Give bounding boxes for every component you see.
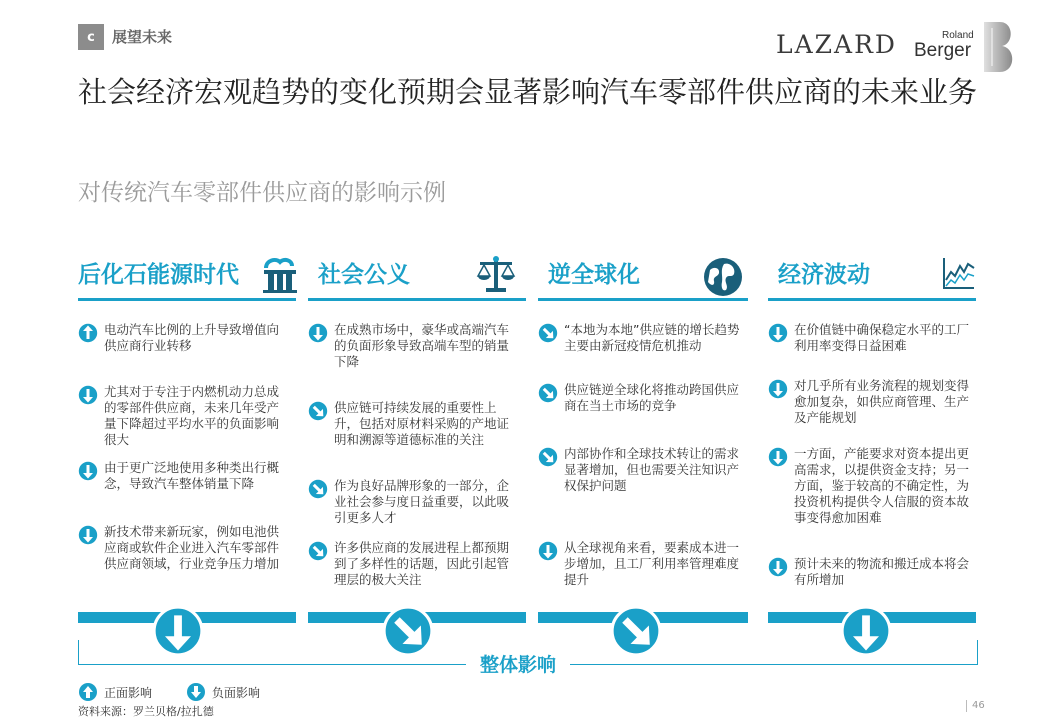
neutral-arrow-icon [538, 447, 558, 467]
negative-arrow-icon [78, 525, 98, 545]
column-header-0 [78, 256, 298, 296]
impact-item [308, 322, 514, 370]
legend-positive [78, 682, 152, 702]
page-subtitle: 对传统汽车零部件供应商的影响示例 [78, 180, 446, 206]
legend-negative-label: 负面影响 [212, 685, 261, 700]
column-title: 后化石能源时代 [78, 262, 239, 288]
impact-item [78, 460, 282, 492]
neutral-arrow-icon [308, 479, 328, 499]
impact-item-text: 对几乎所有业务流程的规划变得愈加复杂，如供应商管理、生产及产能规划 [794, 378, 970, 425]
positive-arrow-icon [78, 682, 98, 702]
column-header-1 [318, 256, 528, 296]
column-header-2 [548, 256, 748, 296]
impact-item-text: 在价值链中确保稳定水平的工厂利用率变得日益困难 [794, 322, 970, 353]
negative-arrow-icon [768, 557, 788, 577]
line-chart-icon [942, 256, 976, 292]
scales-icon [476, 256, 516, 294]
impact-item-text: 电动汽车比例的上升导致增值向供应商行业转移 [104, 322, 280, 353]
page-title: 社会经济宏观趋势的变化预期会显著影响汽车零部件供应商的未来业务 [78, 75, 978, 109]
legend-positive-label: 正面影响 [104, 685, 153, 700]
negative-arrow-icon [78, 385, 98, 405]
neutral-arrow-icon [538, 383, 558, 403]
source-note: 资料来源：罗兰贝格/拉扎德 [78, 705, 214, 718]
rb-mark-icon [982, 20, 1018, 74]
impact-item-text: 由于更广泛地使用多种类出行概念，导致汽车整体销量下降 [104, 460, 280, 491]
neutral-arrow-icon [538, 323, 558, 343]
column-rule [308, 298, 526, 301]
page-number: 46 [972, 700, 985, 711]
neutral-arrow-icon [308, 541, 328, 561]
impact-item [538, 540, 744, 588]
negative-arrow-icon [308, 323, 328, 343]
impact-item [308, 540, 514, 588]
logo-rb-big: Berger [914, 40, 972, 61]
logo-rb-small: Roland [942, 30, 974, 41]
lazard-logo: LAZARD [776, 30, 897, 59]
roland-berger-logo [912, 20, 1032, 74]
impact-item-text: 尤其对于专注于内燃机动力总成的零部件供应商，未来几年受产量下降超过平均水平的负面影响很大 [104, 384, 280, 447]
impact-item [78, 322, 282, 354]
column-rule [538, 298, 748, 301]
section-badge: c [78, 24, 104, 50]
impact-item [768, 556, 972, 588]
impact-item [308, 400, 514, 448]
column-rule [768, 298, 976, 301]
impact-item [768, 446, 972, 526]
section-label: 展望未来 [112, 28, 173, 46]
impact-item-text: 供应链逆全球化将推动跨国供应商在当土市场的竞争 [564, 382, 740, 413]
overall-impact-label: 整体影响 [466, 652, 570, 678]
negative-arrow-icon [768, 379, 788, 399]
impact-item [538, 446, 744, 494]
impact-item-text: 从全球视角来看，要素成本进一步增加，且工厂利用率管理难度提升 [564, 540, 740, 587]
legend-negative [186, 682, 260, 702]
impact-item-text: 许多供应商的发展进程上都预期到了多样性的话题，因此引起管理层的极大关注 [334, 540, 510, 587]
column-title: 社会公义 [318, 262, 410, 288]
impact-item [308, 478, 514, 526]
page-divider [966, 700, 967, 712]
factory-icon [262, 256, 298, 294]
impact-item-text: 新技术带来新玩家，例如电池供应商或软件企业进入汽车零部件供应商领域，行业竞争压力增加 [104, 524, 280, 571]
negative-arrow-icon [78, 461, 98, 481]
negative-arrow-icon [768, 447, 788, 467]
negative-arrow-icon [538, 541, 558, 561]
impact-item [78, 384, 282, 448]
impact-item [538, 382, 744, 414]
impact-item-text: “本地为本地”供应链的增长趋势主要由新冠疫情危机推动 [564, 322, 740, 353]
negative-arrow-icon [768, 323, 788, 343]
impact-item [768, 378, 972, 426]
positive-arrow-icon [78, 323, 98, 343]
column-title: 逆全球化 [548, 262, 640, 288]
impact-item-text: 供应链可持续发展的重要性上升，包括对原材料采购的产地证明和溯源等道德标准的关注 [334, 400, 510, 447]
impact-item-text: 预计未来的物流和搬迁成本将会有所增加 [794, 556, 970, 587]
impact-item [538, 322, 744, 354]
impact-item-text: 一方面，产能要求对资本提出更高需求，以提供资金支持；另一方面，鉴于较高的不确定性，为投资机构提供令人信服的资本故事变得愈加困难 [794, 446, 970, 525]
column-header-3 [778, 256, 978, 296]
neutral-arrow-icon [308, 401, 328, 421]
column-rule [78, 298, 296, 301]
impact-item-text: 作为良好品牌形象的一部分，企业社会参与度日益重要，以此吸引更多人才 [334, 478, 510, 525]
impact-item-text: 在成熟市场中，豪华或高端汽车的负面形象导致高端车型的销量下降 [334, 322, 510, 369]
column-title: 经济波动 [778, 262, 870, 288]
globe-icon [702, 256, 744, 298]
impact-item-text: 内部协作和全球技术转让的需求显著增加，但也需要关注知识产权保护问题 [564, 446, 740, 493]
impact-item [768, 322, 972, 354]
impact-item [78, 524, 282, 572]
negative-arrow-icon [186, 682, 206, 702]
